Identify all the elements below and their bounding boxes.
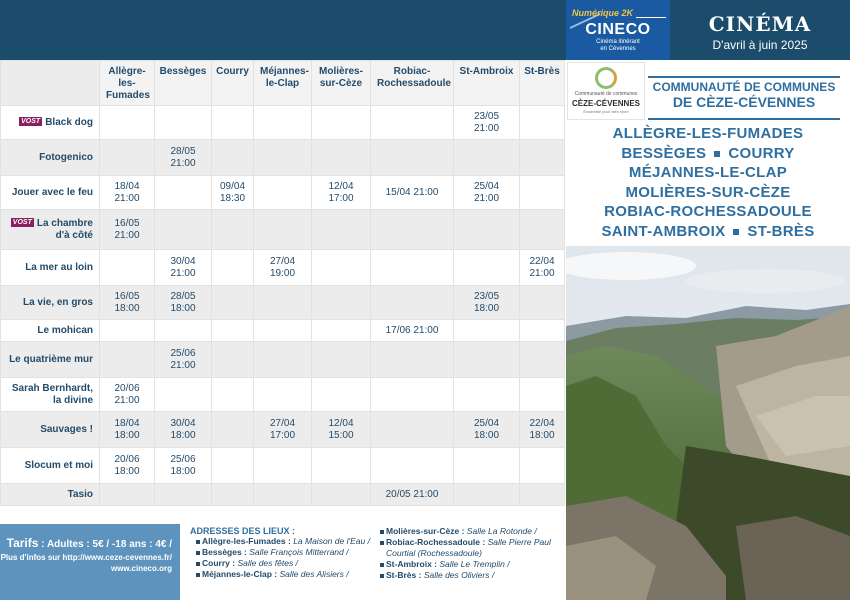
address-item: Bessèges : Salle François Mitterrand /	[196, 547, 370, 558]
film-title-text: Jouer avec le feu	[11, 186, 93, 198]
showtime-cell	[312, 176, 371, 210]
showtime-cell	[212, 448, 254, 484]
showtime-cell	[254, 320, 312, 342]
table-row	[1, 320, 565, 342]
film-title-text: Sauvages !	[40, 423, 93, 435]
showtime-cell	[454, 286, 520, 320]
showtime-text: 15/04 21:00	[385, 186, 439, 198]
showtime-cell	[312, 286, 371, 320]
showtime-text: 17:00	[328, 192, 354, 204]
showtime-cell	[371, 320, 454, 342]
showtime-cell	[212, 320, 254, 342]
film-title-text: Slocum et moi	[24, 459, 93, 471]
film-title-text: La mer au loin	[25, 261, 93, 273]
showtime-cell	[454, 320, 520, 342]
film-title	[1, 176, 100, 210]
showtime-text: 21:00	[473, 192, 500, 204]
showtime-text: 18:00	[170, 302, 196, 314]
showtime-text: 21:00	[170, 267, 196, 279]
addresses-block	[190, 524, 565, 600]
showtime-cell	[312, 250, 371, 286]
showtime-cell	[212, 210, 254, 250]
table-row	[1, 484, 565, 506]
showtime-cell	[371, 250, 454, 286]
showtime-cell	[520, 320, 565, 342]
square-bullet-icon	[380, 530, 384, 534]
film-title	[1, 378, 100, 412]
ring-icon	[595, 67, 617, 89]
showtime-text: 09/04	[219, 180, 246, 192]
showtime-text: 25/04	[473, 180, 500, 192]
showtime-cell	[254, 176, 312, 210]
showtime-cell	[100, 342, 155, 378]
showtime-cell	[155, 176, 212, 210]
showtime-cell	[100, 210, 155, 250]
showtime-cell	[100, 484, 155, 506]
table-row	[1, 448, 565, 484]
table-row	[1, 378, 565, 412]
showtime-text: 18:00	[170, 429, 196, 441]
showtime-cell	[312, 140, 371, 176]
showtime-cell	[454, 448, 520, 484]
showtime-text: 17:00	[269, 429, 296, 441]
table-row	[1, 140, 565, 176]
showtime-text: 18:00	[170, 465, 196, 477]
cineco-logo	[566, 0, 670, 60]
showtime-cell	[520, 176, 565, 210]
vost-badge: VOST	[21, 117, 41, 125]
showtime-text: 17/06 21:00	[385, 324, 439, 336]
showtime-cell	[155, 140, 212, 176]
showtime-cell	[100, 250, 155, 286]
square-bullet-icon	[733, 229, 739, 235]
showtime-text: 18/04	[114, 417, 140, 429]
showtime-cell	[312, 342, 371, 378]
square-bullet-icon	[380, 541, 384, 545]
showtime-text: 21:00	[170, 359, 196, 371]
showtime-cell	[155, 342, 212, 378]
showtime-cell	[254, 210, 312, 250]
showtime-cell	[520, 342, 565, 378]
community-title: COMMUNAUTÉ DE COMMUNES DE CÈZE-CÉVENNES	[648, 76, 840, 120]
showtime-cell	[254, 378, 312, 412]
showtime-cell	[254, 140, 312, 176]
showtime-cell	[100, 412, 155, 448]
showtime-cell	[454, 140, 520, 176]
showtime-cell	[520, 286, 565, 320]
village-line: BESSÈGES COURRY	[621, 144, 795, 162]
showtime-cell	[212, 140, 254, 176]
showtime-cell	[454, 210, 520, 250]
showtime-text: 20/05 21:00	[385, 488, 439, 500]
column-header: St-Ambroix	[454, 61, 520, 106]
showtime-cell	[155, 484, 212, 506]
community-logo: Communauté de communes CÈZE-CÉVENNES Ensemble pour bien vivre	[567, 62, 645, 120]
film-title	[1, 448, 100, 484]
showtime-text: 28/05	[170, 145, 196, 157]
showtime-cell	[100, 320, 155, 342]
showtime-cell	[155, 320, 212, 342]
showtime-cell	[100, 448, 155, 484]
film-title	[1, 106, 100, 140]
tarifs-box	[0, 524, 180, 600]
column-header: Bessèges	[155, 61, 212, 106]
showtime-text: 18:00	[114, 302, 140, 314]
showtime-cell	[520, 448, 565, 484]
column-header: Courry	[212, 61, 254, 106]
showtime-text: 20/06	[114, 453, 140, 465]
showtime-cell	[312, 320, 371, 342]
showtime-cell	[371, 210, 454, 250]
showtime-cell	[155, 210, 212, 250]
showtime-text: 27/04	[269, 255, 296, 267]
square-bullet-icon	[196, 551, 200, 555]
film-title	[1, 320, 100, 342]
showtime-text: 19:00	[269, 267, 296, 279]
film-title-text: Le mohican	[37, 324, 93, 336]
film-title	[1, 484, 100, 506]
showtime-text: 18:00	[114, 429, 140, 441]
column-header: Molières-sur-Cèze	[312, 61, 371, 106]
corner-cell	[1, 61, 100, 106]
addresses-left	[196, 536, 370, 580]
showtime-text: 22/04	[529, 255, 555, 267]
showtime-cell	[254, 484, 312, 506]
showtime-text: 12/04	[328, 180, 354, 192]
showtime-cell	[312, 378, 371, 412]
showtime-cell	[371, 448, 454, 484]
showtime-text: 27/04	[269, 417, 296, 429]
showtime-cell	[520, 140, 565, 176]
showtime-text: 21:00	[114, 394, 140, 406]
page-subtitle: D'avril à juin 2025	[712, 38, 808, 52]
addresses-title: ADRESSES DES LIEUX :	[190, 526, 296, 536]
village-line: ROBIAC-ROCHESSADOULE	[604, 203, 812, 220]
showtime-cell	[212, 412, 254, 448]
showtime-text: 16/05	[114, 290, 140, 302]
showtime-cell	[155, 250, 212, 286]
showtime-text: 25/06	[170, 453, 196, 465]
showtime-cell	[454, 342, 520, 378]
film-title-text: La vie, en gros	[22, 296, 93, 308]
address-item: St-Ambroix : Salle Le Tremplin /	[380, 559, 551, 570]
showtime-cell	[254, 448, 312, 484]
film-title-text: Le quatrième mur	[9, 353, 93, 365]
table-row	[1, 176, 565, 210]
showtime-text: 21:00	[473, 122, 500, 134]
truck-icon	[636, 8, 666, 18]
showtime-text: 25/06	[170, 347, 196, 359]
showtime-cell	[312, 412, 371, 448]
showtime-cell	[454, 106, 520, 140]
showtime-cell	[454, 250, 520, 286]
table-row	[1, 286, 565, 320]
logo-top-text: Numérique 2K	[572, 8, 634, 18]
showtime-text: 18:00	[473, 302, 500, 314]
square-bullet-icon	[196, 562, 200, 566]
showtime-cell	[520, 106, 565, 140]
showtime-cell	[371, 140, 454, 176]
showtime-cell	[254, 342, 312, 378]
showtime-cell	[520, 378, 565, 412]
showtime-cell	[254, 106, 312, 140]
showtime-text: 21:00	[114, 229, 140, 241]
square-bullet-icon	[380, 574, 384, 578]
film-title-text: La chambre d'à côté	[36, 217, 93, 241]
showtime-cell	[212, 378, 254, 412]
showtime-cell	[520, 412, 565, 448]
film-title	[1, 412, 100, 448]
film-title-text: Sarah Bernhardt, la divine	[11, 382, 93, 406]
table-row	[1, 342, 565, 378]
square-bullet-icon	[196, 573, 200, 577]
film-title	[1, 140, 100, 176]
logo-sub-text: Cinéma itinérant en Cévennes	[596, 39, 640, 52]
showtime-cell	[212, 250, 254, 286]
showtime-text: 20/06	[114, 382, 140, 394]
square-bullet-icon	[380, 563, 384, 567]
showtime-text: 18/04	[114, 180, 140, 192]
showtime-cell	[100, 106, 155, 140]
showtime-cell	[155, 286, 212, 320]
showtime-text: 21:00	[114, 192, 140, 204]
info-line: Plus d'infos sur http://www.ceze-cevennes.fr/	[0, 553, 172, 562]
website-link[interactable]: sur http://www.ceze-cevennes.fr/	[47, 553, 172, 562]
showtime-text: 16/05	[114, 217, 140, 229]
tarifs-line: Tarifs : Adultes : 5€ / -18 ans : 4€ /	[6, 536, 172, 550]
showtime-cell	[371, 286, 454, 320]
film-title	[1, 250, 100, 286]
film-title	[1, 210, 100, 250]
table-row	[1, 210, 565, 250]
showtime-text: 23/05	[473, 110, 500, 122]
village-line: ALLÈGRE-LES-FUMADES	[612, 125, 804, 142]
showtime-text: 12/04	[328, 417, 354, 429]
showtime-cell	[254, 412, 312, 448]
address-item: Molières-sur-Cèze : Salle La Rotonde /	[380, 526, 551, 537]
film-title	[1, 286, 100, 320]
address-item: Méjannes-le-Clap : Salle des Alisiers /	[196, 569, 370, 580]
showtime-cell	[454, 176, 520, 210]
table-row	[1, 412, 565, 448]
showtime-cell	[212, 106, 254, 140]
showtime-cell	[520, 250, 565, 286]
address-item: Robiac-Rochessadoule : Salle Pierre Paul	[380, 537, 551, 548]
column-header: St-Brès	[520, 61, 565, 106]
showtime-text: 22/04	[529, 417, 555, 429]
showtime-cell	[371, 176, 454, 210]
showtime-text: 30/04	[170, 255, 196, 267]
showtime-cell	[155, 448, 212, 484]
showtime-cell	[371, 378, 454, 412]
showtime-cell	[312, 484, 371, 506]
address-item: Courry : Salle des fêtes /	[196, 558, 370, 569]
showtime-cell	[212, 286, 254, 320]
showtime-cell	[100, 286, 155, 320]
showtime-text: 18:00	[529, 429, 555, 441]
addresses-right	[380, 526, 551, 581]
showtime-cell	[371, 484, 454, 506]
film-title	[1, 342, 100, 378]
showtime-cell	[100, 140, 155, 176]
header-row	[1, 61, 565, 106]
showtime-cell	[254, 286, 312, 320]
showtime-cell	[212, 484, 254, 506]
address-item: Courtial (Rochessadoule)	[386, 548, 482, 558]
showtime-text: 21:00	[170, 157, 196, 169]
table-row	[1, 250, 565, 286]
showtime-cell	[212, 342, 254, 378]
showtime-cell	[454, 484, 520, 506]
address-item: St-Brès : Salle des Oliviers /	[380, 570, 551, 581]
column-header: Allègre-les-Fumades	[100, 61, 155, 106]
showtime-cell	[371, 106, 454, 140]
showtime-cell	[100, 378, 155, 412]
showtime-text: 18:00	[114, 465, 140, 477]
square-bullet-icon	[714, 151, 720, 157]
schedule-table	[0, 60, 565, 506]
showtime-text: 28/05	[170, 290, 196, 302]
vost-badge: VOST	[12, 218, 32, 226]
showtime-cell	[312, 448, 371, 484]
showtime-cell	[155, 106, 212, 140]
showtime-text: 15:00	[328, 429, 354, 441]
showtime-cell	[254, 250, 312, 286]
showtime-text: 30/04	[170, 417, 196, 429]
square-bullet-icon	[196, 540, 200, 544]
showtime-cell	[312, 106, 371, 140]
showtime-cell	[212, 176, 254, 210]
showtime-cell	[454, 378, 520, 412]
address-item: Allègre-les-Fumades : La Maison de l'Eau /	[196, 536, 370, 547]
cineco-link[interactable]: www.cineco.org	[110, 564, 172, 573]
village-line: MÉJANNES-LE-CLAP	[628, 164, 788, 181]
film-title-text: Fotogenico	[39, 151, 93, 163]
showtime-cell	[520, 484, 565, 506]
villages-list	[566, 124, 850, 241]
film-title-text: Tasio	[67, 488, 93, 500]
showtime-text: 25/04	[473, 417, 500, 429]
table-row	[1, 106, 565, 140]
film-title-text: Black dog	[45, 116, 93, 128]
page-title: CINÉMA	[708, 12, 812, 36]
showtime-cell	[371, 412, 454, 448]
landscape-photo	[566, 246, 850, 600]
showtime-cell	[155, 378, 212, 412]
showtime-cell	[312, 210, 371, 250]
showtime-text: 21:00	[529, 267, 555, 279]
column-header: Méjannes-le-Clap	[254, 61, 312, 106]
showtime-cell	[454, 412, 520, 448]
logo-main-text: CINECO	[585, 21, 651, 38]
showtime-cell	[155, 412, 212, 448]
column-header: Robiac-Rochessadoule	[371, 61, 454, 106]
village-line: MOLIÈRES-SUR-CÈZE	[625, 183, 791, 201]
showtime-text: 23/05	[473, 290, 500, 302]
showtime-text: 18:30	[219, 192, 246, 204]
showtime-cell	[100, 176, 155, 210]
village-line: SAINT-AMBROIX ST-BRÈS	[601, 222, 815, 240]
showtime-text: 18:00	[473, 429, 500, 441]
showtime-cell	[520, 210, 565, 250]
showtime-cell	[371, 342, 454, 378]
